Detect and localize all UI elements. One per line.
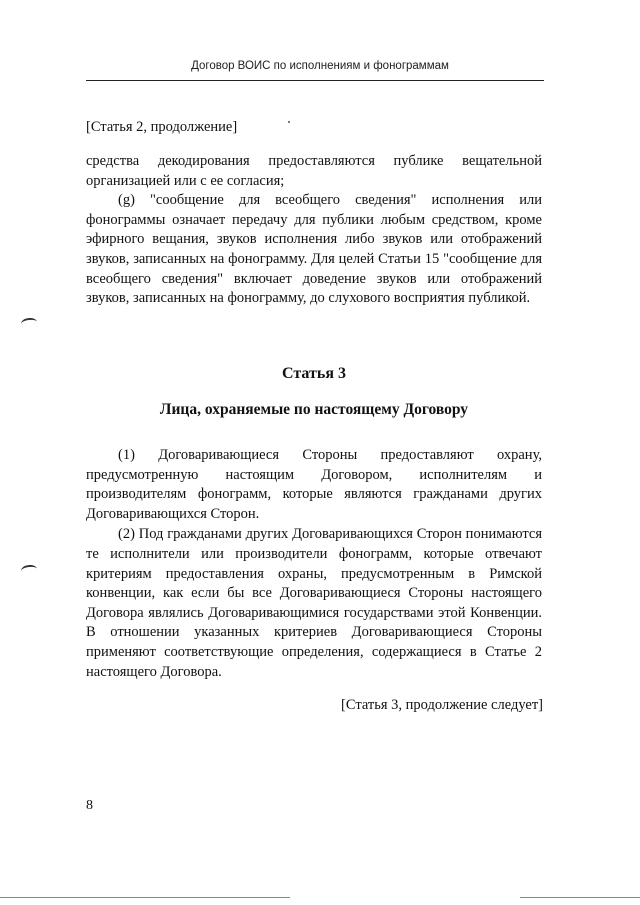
scan-dot — [288, 121, 290, 123]
scan-mark — [20, 564, 37, 576]
article-heading: Лица, охраняемые по настоящему Договору — [159, 401, 469, 418]
article3-body — [86, 446, 542, 682]
scan-edge-line — [520, 897, 640, 898]
article2-paragraph-g: (g) "сообщение для всеобщего сведения" исполнения или фонограммы означает передачу для публики любым средством, кроме эфирного вещания, звуков исполнения либо звуков или отображений звуков, записанных на фонограмму. Для целей Статьи 15 "сообщение для всеобщего сведения" включает доведение звуков или отображений звуков, записанных на фонограмму, до слухового восприятия публикой. — [86, 192, 542, 307]
article3-paragraph-2: (2) Под гражданами других Договаривающихся Сторон понимаются те исполнители или производители фонограмм, которые отвечают критериям предоставления охраны, предусмотренным в Римской конвенции, как если бы все Договаривающиеся Стороны настоящего Договора являлись Договаривающимися государствами этой Конвенции. В отношении указанных критериев Договаривающиеся Стороны применяют соответствующие определения, содержащиеся в Статье 2 настоящего Договора. — [86, 526, 542, 680]
scan-mark — [20, 317, 37, 329]
header-rule — [86, 80, 544, 81]
running-header: Договор ВОИС по исполнениям и фонограммам — [191, 60, 449, 72]
scan-edge-line — [0, 897, 290, 898]
article-title: Статья 3 — [282, 365, 346, 382]
article2-continued — [86, 152, 542, 309]
continuation-next-label: [Статья 3, продолжение следует] — [341, 697, 543, 713]
page-number: 8 — [86, 798, 93, 813]
article3-paragraph-1: (1) Договаривающиеся Стороны предоставляют охрану, предусмотренную настоящим Договором, исполнителям и производителям фонограмм, которые являются гражданами других Договаривающихся Сторон. — [86, 447, 542, 522]
continuation-label: [Статья 2, продолжение] — [86, 119, 238, 135]
article2-paragraph: средства декодирования предоставляются публике вещательной организацией или с ее согласия; — [86, 153, 542, 189]
